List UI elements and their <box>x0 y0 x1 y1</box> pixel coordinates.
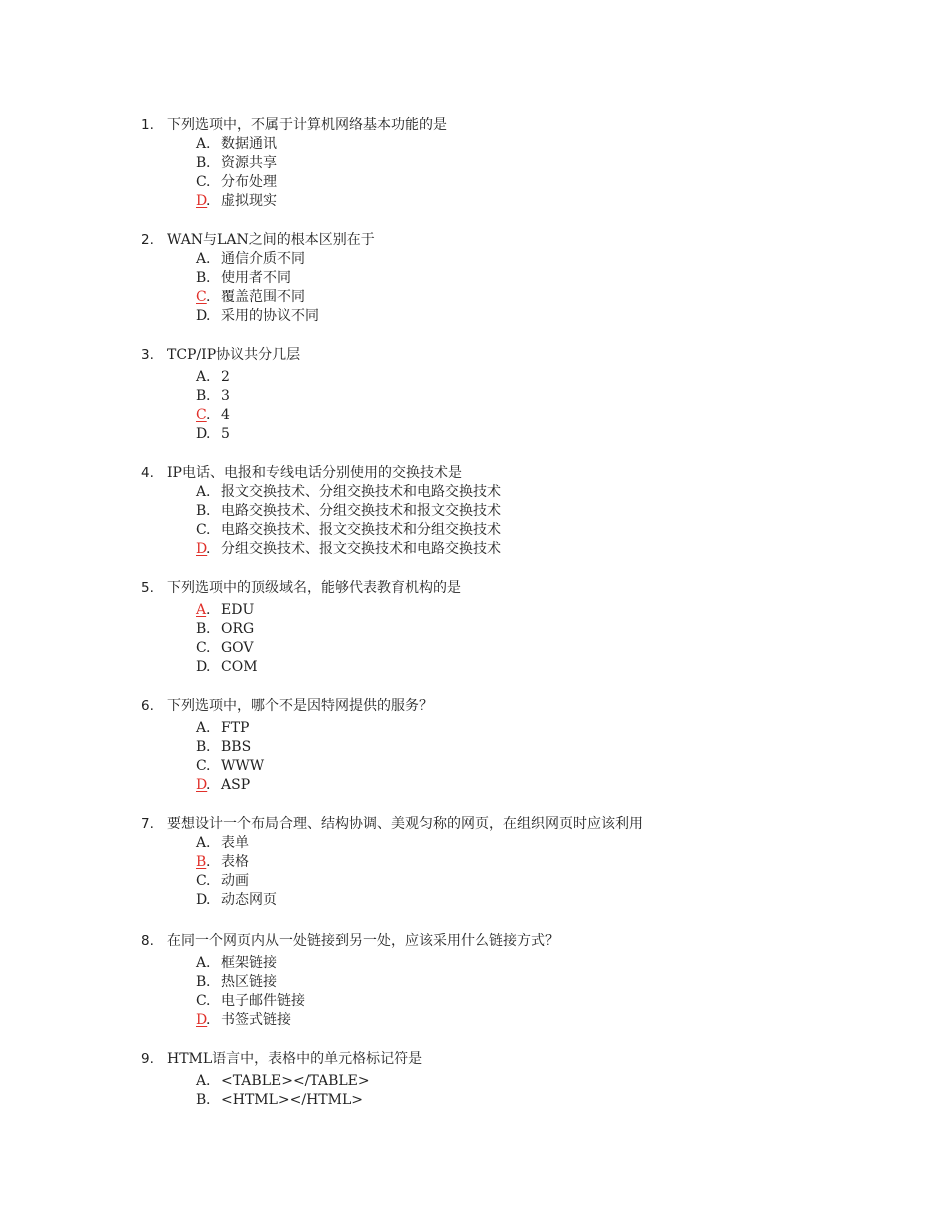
option-text: 覆盖范围不同 <box>221 289 305 305</box>
option-text: 电路交换技术、报文交换技术和分组交换技术 <box>221 522 501 538</box>
question-3 <box>0 346 950 444</box>
option-letter: C <box>196 640 207 656</box>
option-letter: B <box>196 503 207 519</box>
option-text: 5 <box>221 426 230 442</box>
option-letter: C <box>196 873 207 889</box>
option-c: C . 分布处理 <box>196 174 277 190</box>
option-b: B . ORG <box>196 621 255 637</box>
answer-option-letter: D <box>196 777 208 793</box>
option-letter: A <box>196 369 207 385</box>
answer-option-letter: C <box>196 289 207 305</box>
question-number: 6. <box>141 698 154 714</box>
question-5 <box>0 579 950 677</box>
question-number: 8. <box>141 933 154 949</box>
question-text: IP电话、电报和专线电话分别使用的交换技术是 <box>167 465 462 481</box>
option-letter: A <box>196 251 207 267</box>
question-header <box>0 579 950 598</box>
option-letter: B <box>196 270 207 286</box>
answer-option-letter: B <box>196 854 207 870</box>
question-2 <box>0 231 950 326</box>
question-text: 下列选项中的顶级域名，能够代表教育机构的是 <box>167 580 461 596</box>
option-a: A . EDU <box>196 602 255 618</box>
question-9 <box>0 1050 950 1110</box>
option-text: WWW <box>221 758 265 774</box>
question-header <box>0 932 950 951</box>
question-number: 9. <box>141 1051 154 1067</box>
question-text: 在同一个网页内从一处链接到另一处，应该采用什么链接方式？ <box>167 933 559 949</box>
question-text: 下列选项中，哪个不是因特网提供的服务？ <box>167 698 433 714</box>
option-d: D . 5 <box>196 426 230 442</box>
answer-option-letter: D <box>196 541 208 557</box>
answer-option-letter: C <box>196 407 207 423</box>
option-letter: B <box>196 739 207 755</box>
question-number: 1. <box>141 117 154 133</box>
option-a: A . FTP <box>196 720 250 736</box>
question-header <box>0 231 950 250</box>
option-letter: A <box>196 720 207 736</box>
option-text: EDU <box>221 602 255 618</box>
option-d: D . 书签式链接 <box>196 1012 291 1028</box>
option-text: 电子邮件链接 <box>221 993 305 1009</box>
option-b: B . 热区链接 <box>196 974 277 990</box>
option-text: 分组交换技术、报文交换技术和电路交换技术 <box>221 541 501 557</box>
option-letter: B <box>196 974 207 990</box>
question-header <box>0 815 950 834</box>
option-letter: D <box>196 426 208 442</box>
option-text: 动画 <box>221 873 249 889</box>
question-header <box>0 116 950 135</box>
question-header <box>0 346 950 365</box>
option-text: 表单 <box>221 835 249 851</box>
option-text: 热区链接 <box>221 974 277 990</box>
question-7 <box>0 815 950 910</box>
question-text: 下列选项中，不属于计算机网络基本功能的是 <box>167 117 447 133</box>
option-text: COM <box>221 659 258 675</box>
option-letter: D <box>196 308 208 324</box>
option-a: A . 数据通讯 <box>196 136 277 152</box>
option-a: A . 框架链接 <box>196 955 277 971</box>
question-text: WAN与LAN之间的根本区别在于 <box>167 232 375 248</box>
option-b: B . 电路交换技术、分组交换技术和报文交换技术 <box>196 503 501 519</box>
option-b: B . <HTML></HTML> <box>196 1092 363 1108</box>
option-c: C . 动画 <box>196 873 249 889</box>
option-text: 报文交换技术、分组交换技术和电路交换技术 <box>221 484 501 500</box>
question-number: 3. <box>141 347 154 363</box>
option-letter: C <box>196 174 207 190</box>
option-text: 4 <box>221 407 230 423</box>
question-number: 7. <box>141 816 154 832</box>
question-8 <box>0 932 950 1030</box>
option-text: 通信介质不同 <box>221 251 305 267</box>
option-text: 动态网页 <box>221 892 277 908</box>
answer-option-letter: A <box>196 602 207 618</box>
question-number: 2. <box>141 232 154 248</box>
option-b: B . BBS <box>196 739 252 755</box>
option-letter: D <box>196 659 208 675</box>
option-c: C . 电子邮件链接 <box>196 993 305 1009</box>
option-d: D . 虚拟现实 <box>196 193 277 209</box>
option-text: ASP <box>221 777 251 793</box>
option-a: A . 通信介质不同 <box>196 251 305 267</box>
option-letter: A <box>196 484 207 500</box>
answer-option-letter: D <box>196 193 208 209</box>
option-b: B . 表格 <box>196 854 249 870</box>
question-header <box>0 1050 950 1069</box>
option-text: 虚拟现实 <box>221 193 277 209</box>
option-a: A . 2 <box>196 369 230 385</box>
option-c: C . 覆盖范围不同 <box>196 289 305 305</box>
option-letter: B <box>196 388 207 404</box>
option-letter: C <box>196 993 207 1009</box>
question-text: HTML语言中，表格中的单元格标记符是 <box>167 1051 423 1067</box>
option-text: 分布处理 <box>221 174 277 190</box>
option-a: A . 报文交换技术、分组交换技术和电路交换技术 <box>196 484 501 500</box>
option-text: 使用者不同 <box>221 270 291 286</box>
option-c: C . 4 <box>196 407 230 423</box>
option-b: B . 使用者不同 <box>196 270 291 286</box>
option-text: 资源共享 <box>221 155 277 171</box>
option-letter: B <box>196 155 207 171</box>
question-1 <box>0 116 950 211</box>
option-d: D . 动态网页 <box>196 892 277 908</box>
option-d: D . 分组交换技术、报文交换技术和电路交换技术 <box>196 541 501 557</box>
option-text: 3 <box>221 388 230 404</box>
option-text: ORG <box>221 621 255 637</box>
option-a: A . <TABLE></TABLE> <box>196 1073 370 1089</box>
option-text: 框架链接 <box>221 955 277 971</box>
option-letter: B <box>196 621 207 637</box>
question-number: 4. <box>141 465 154 481</box>
option-text: GOV <box>221 640 254 656</box>
option-text: <TABLE></TABLE> <box>221 1073 370 1089</box>
option-text: <HTML></HTML> <box>221 1092 363 1108</box>
option-a: A . 表单 <box>196 835 249 851</box>
option-letter: D <box>196 892 208 908</box>
option-text: 采用的协议不同 <box>221 308 319 324</box>
option-letter: C <box>196 522 207 538</box>
question-text: TCP/IP协议共分几层 <box>167 347 301 363</box>
option-d: D . COM <box>196 659 258 675</box>
option-c: C . 电路交换技术、报文交换技术和分组交换技术 <box>196 522 501 538</box>
question-text: 要想设计一个布局合理、结构协调、美观匀称的网页，在组织网页时应该利用 <box>167 816 643 832</box>
option-text: BBS <box>221 739 252 755</box>
option-letter: A <box>196 835 207 851</box>
option-letter: A <box>196 1073 207 1089</box>
option-letter: C <box>196 758 207 774</box>
option-d: D . ASP <box>196 777 251 793</box>
option-letter: A <box>196 955 207 971</box>
question-header <box>0 464 950 483</box>
option-text: 电路交换技术、分组交换技术和报文交换技术 <box>221 503 501 519</box>
option-letter: B <box>196 1092 207 1108</box>
option-text: 表格 <box>221 854 249 870</box>
option-b: B . 3 <box>196 388 230 404</box>
option-c: C . GOV <box>196 640 254 656</box>
question-header <box>0 697 950 716</box>
option-text: FTP <box>221 720 250 736</box>
answer-option-letter: D <box>196 1012 208 1028</box>
option-text: 数据通讯 <box>221 136 277 152</box>
question-4 <box>0 464 950 559</box>
option-c: C . WWW <box>196 758 265 774</box>
option-text: 书签式链接 <box>221 1012 291 1028</box>
option-b: B . 资源共享 <box>196 155 277 171</box>
option-text: 2 <box>221 369 230 385</box>
option-letter: A <box>196 136 207 152</box>
option-d: D . 采用的协议不同 <box>196 308 319 324</box>
question-number: 5. <box>141 580 154 596</box>
question-6 <box>0 697 950 795</box>
